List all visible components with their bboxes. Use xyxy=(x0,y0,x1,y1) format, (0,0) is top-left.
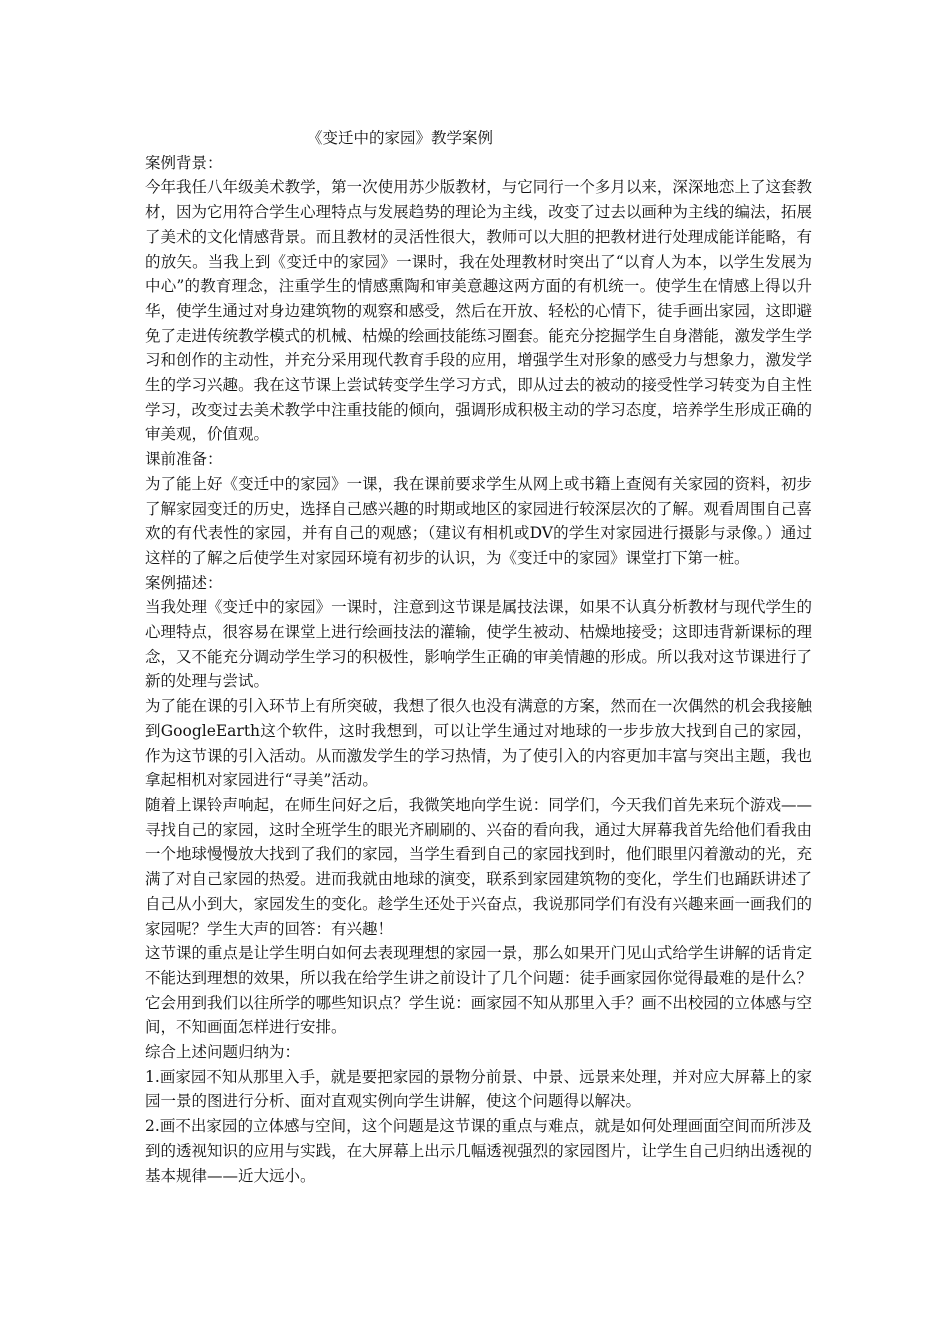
section-heading-preparation: 课前准备： xyxy=(145,450,223,469)
section-heading-summary: 综合上述问题归纳为： xyxy=(145,1043,301,1062)
paragraph-summary-2: 2.画不出家园的立体感与空间，这个问题是这节课的重点与难点，就是如何处理画面空间而所涉及到的透视知识的应用与实践，在大屏幕上出示几幅透视强烈的家园图片，让学生自己归纳出透视的基本规律——近大远小。 xyxy=(145,1117,812,1185)
paragraph-description-1: 当我处理《变迁中的家园》一课时，注意到这节课是属技法课，如果不认真分析教材与现代学生的心理特点，很容易在课堂上进行绘画技法的灌输，使学生被动、枯燥地接受；这即违背新课标的理念，又不能充分调动学生学习的积极性，影响学生正确的审美情趣的形成。所以我对这节课进行了新的处理与尝试。 xyxy=(145,598,812,691)
document-body xyxy=(145,126,812,1188)
document-title: 《变迁中的家园》教学案例 xyxy=(307,129,494,147)
paragraph-preparation: 为了能上好《变迁中的家园》一课，我在课前要求学生从网上或书籍上查阅有关家园的资料，初步了解家园变迁的历史，选择自己感兴趣的时期或地区的家园进行较深层次的了解。观看周围自己喜欢的有代表性的家园，并有自己的观感；（建议有相机或DV的学生对家园进行摄影与录像。）通过这样的了解之后使学生对家园环境有初步的认识，为《变迁中的家园》课堂打下第一桩。 xyxy=(145,474,812,567)
paragraph-summary-1: 1.画家园不知从那里入手，就是要把家园的景物分前景、中景、远景来处理，并对应大屏幕上的家园一景的图进行分析、面对直观实例向学生讲解，使这个问题得以解决。 xyxy=(145,1067,812,1111)
section-heading-description: 案例描述： xyxy=(145,573,223,592)
paragraph-description-4: 这节课的重点是让学生明白如何去表现理想的家园一景，那么如果开门见山式给学生讲解的话肯定不能达到理想的效果，所以我在给学生讲之前设计了几个问题：徒手画家园你觉得最难的是什么？它会用到我们以往所学的哪些知识点？学生说：画家园不知从那里入手？画不出校园的立体感与空间，不知画面怎样进行安排。 xyxy=(145,944,812,1037)
section-heading-background: 案例背景： xyxy=(145,153,223,172)
paragraph-background: 今年我任八年级美术教学，第一次使用苏少版教材，与它同行一个多月以来，深深地恋上了这套教材，因为它用符合学生心理特点与发展趋势的理论为主线，改变了过去以画种为主线的编法，拓展了美术的文化情感背景。而且教材的灵活性很大，教师可以大胆的把教材进行处理成能详能略，有的放矢。当我上到《变迁中的家园》一课时，我在处理教材时突出了“以育人为本，以学生发展为中心”的教育理念，注重学生的情感熏陶和审美意趣这两方面的有机统一。使学生在情感上得以升华，使学生通过对身边建筑物的观察和感受，然后在开放、轻松的心情下，徒手画出家园，这即避免了走进传统教学模式的机械、枯燥的绘画技能练习圈套。能充分挖掘学生自身潜能，激发学生学习和创作的主动性，并充分采用现代教育手段的应用，增强学生对形象的感受力与想象力，激发学生的学习兴趣。我在这节课上尝试转变学生学习方式，即从过去的被动的接受性学习转变为自主性学习，改变过去美术教学中注重技能的倾向，强调形成积极主动的学习态度，培养学生形成正确的审美观，价值观。 xyxy=(145,178,812,444)
paragraph-description-3: 随着上课铃声响起，在师生问好之后，我微笑地向学生说：同学们，今天我们首先来玩个游戏——寻找自己的家园，这时全班学生的眼光齐刷刷的、兴奋的看向我，通过大屏幕我首先给他们看我由一个地球慢慢放大找到了我们的家园，当学生看到自己的家园找到时，他们眼里闪着激动的光，充满了对自己家园的热爱。进而我就由地球的演变，联系到家园建筑物的变化，学生们也踊跃讲述了自己从小到大，家园发生的变化。趁学生还处于兴奋点，我说那同学们有没有兴趣来画一画我们的家园呢？学生大声的回答：有兴趣！ xyxy=(145,795,812,938)
paragraph-description-2: 为了能在课的引入环节上有所突破，我想了很久也没有满意的方案，然而在一次偶然的机会我接触到GoogleEarth这个软件，这时我想到，可以让学生通过对地球的一步步放大找到自己的家园，作为这节课的引入活动。从而激发学生的学习热情，为了使引入的内容更加丰富与突出主题，我也拿起相机对家园进行“寻美”活动。 xyxy=(145,697,812,790)
